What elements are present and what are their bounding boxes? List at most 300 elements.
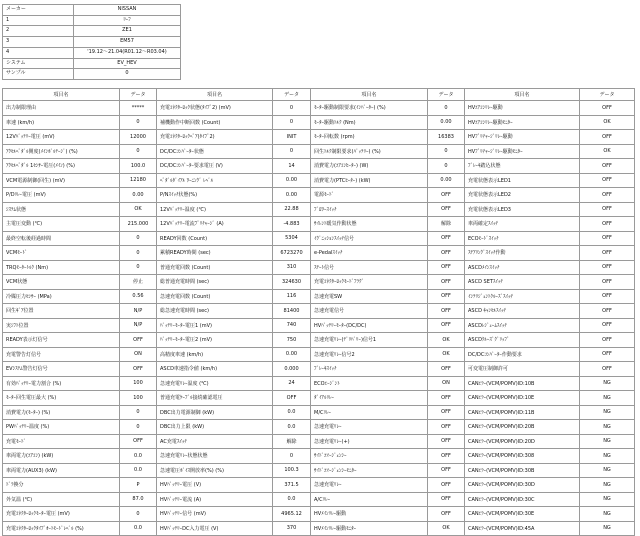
item-value-cell: OFF — [428, 362, 465, 377]
item-name-cell: 消費電力(PTCﾋｰﾀｰ) (kW) — [311, 173, 428, 188]
item-name-cell: 回生ｷﾞｱ位置 — [3, 304, 120, 319]
item-name-cell: ﾓｰﾀｰ回転数 (rpm) — [311, 130, 428, 145]
item-name-cell: 充電ｺﾈｸﾀｰﾛｯｸﾀｲﾌﾟｵｰﾄﾓｰﾄﾞﾚﾍﾞﾙ (%) — [3, 521, 120, 536]
item-value-cell: 5304 — [273, 231, 311, 246]
item-value-cell: 22.88 — [273, 202, 311, 217]
item-name-cell: ﾓｰﾀｰ駆動ﾄﾙｸ (Nm) — [311, 115, 428, 130]
item-name-cell: 充電ｺﾈｸﾀｰﾛｯｸﾓｰﾀｰ電圧 (mV) — [3, 507, 120, 522]
item-name-cell: VCM状態 — [3, 275, 120, 290]
item-name-cell: 12Vﾊﾞｯﾃﾘｰ電流ﾌﾟﾘﾁｬｰｼﾞ (A) — [157, 217, 273, 232]
item-name-cell: 有効ﾊﾞｯﾃﾘｰ電力割合 (%) — [3, 376, 120, 391]
item-name-cell: 冷媒圧力ｾﾝｻｰ (MPa) — [3, 289, 120, 304]
item-name-cell: HVｴｱｺﾝﾘﾚｰ駆動ﾓﾆﾀｰ — [465, 115, 580, 130]
item-name-cell: 充電ﾓｰﾄﾞ — [3, 434, 120, 449]
item-value-cell: OFF — [580, 159, 635, 174]
item-value-cell: 0.0 — [120, 521, 157, 536]
item-value-cell: 310 — [273, 260, 311, 275]
item-name-cell: CANｴﾗｰ(VCM/POMV)ID:30B — [465, 463, 580, 478]
column-header: 項目名 — [3, 89, 120, 101]
item-value-cell: 0.00 — [428, 115, 465, 130]
item-value-cell: 100.3 — [273, 463, 311, 478]
item-value-cell: 116 — [273, 289, 311, 304]
item-value-cell: 370 — [273, 521, 311, 536]
item-name-cell: 可変電圧制御許可 — [465, 362, 580, 377]
table-row — [3, 492, 635, 507]
item-value-cell: 0 — [120, 507, 157, 522]
item-name-cell: 充電状態表示LED2 — [465, 188, 580, 203]
item-name-cell: ﾌﾞﾛﾜｰｽｲｯﾁ — [311, 202, 428, 217]
item-value-cell: OFF — [428, 492, 465, 507]
item-name-cell: ｼｽﾃﾑ状態 — [3, 202, 120, 217]
table-row — [3, 507, 635, 522]
item-value-cell: 0.000 — [273, 362, 311, 377]
item-name-cell: 12Vﾊﾞｯﾃﾘｰ電圧 (mV) — [3, 130, 120, 145]
info-key: 1 — [3, 15, 74, 26]
item-name-cell: 実ｼﾌﾄ位置 — [3, 318, 120, 333]
item-name-cell: ASCDｸﾙｰｽﾞｸﾞﾘｯﾌﾟ — [465, 333, 580, 348]
item-name-cell: HVﾒｲﾝﾘﾚｰ駆動ﾓﾆﾀｰ — [311, 521, 428, 536]
item-value-cell: OFF — [580, 173, 635, 188]
item-name-cell: CANｴﾗｰ(VCM/POMV)ID:30E — [465, 507, 580, 522]
column-header: データ — [580, 89, 635, 101]
table-row — [3, 420, 635, 435]
info-value: NISSAN — [74, 5, 181, 16]
info-key: システム — [3, 58, 74, 69]
item-name-cell: 消費電力(ｴｱｺﾝﾋｰﾀｰ) (W) — [311, 159, 428, 174]
item-value-cell: OFF — [580, 202, 635, 217]
item-value-cell: 215.000 — [120, 217, 157, 232]
item-value-cell: OFF — [428, 304, 465, 319]
item-name-cell: READY回数 (Count) — [157, 231, 273, 246]
item-name-cell: 充電ｺﾈｸﾀｰﾛｯｸﾓｰﾄﾞﾌﾗｸﾞ — [311, 275, 428, 290]
item-value-cell: ON — [428, 376, 465, 391]
item-name-cell: ｻｲﾄﾞｴﾏｰｼﾞｪﾝｼｰ — [311, 449, 428, 464]
item-value-cell: OFF — [428, 202, 465, 217]
table-row — [3, 347, 635, 362]
item-name-cell: ﾍﾟﾀﾞﾙﾀﾞｲｱﾙ ﾜｰﾆﾝｸﾞ ﾚﾍﾞﾙ — [157, 173, 273, 188]
item-value-cell: OFF — [273, 391, 311, 406]
item-value-cell: 0.00 — [120, 188, 157, 203]
item-name-cell: 出力制限理由 — [3, 101, 120, 116]
item-name-cell: ASCDﾒｲﾝｽｲｯﾁ — [465, 260, 580, 275]
info-key: 4 — [3, 47, 74, 58]
item-name-cell: DBC出力上限 (kW) — [157, 420, 273, 435]
table-row — [3, 289, 635, 304]
item-value-cell: 0 — [428, 159, 465, 174]
table-header — [3, 89, 635, 101]
item-value-cell: 0 — [120, 144, 157, 159]
item-value-cell: OFF — [428, 188, 465, 203]
item-name-cell: HVﾊﾞｯﾃﾘｰ電圧 (V) — [157, 478, 273, 493]
table-row — [3, 101, 635, 116]
item-name-cell: e-Pedalｽｲｯﾁ — [311, 246, 428, 261]
item-name-cell: 充電ｺﾈｸﾀｰﾛｯｸﾍﾟｱ(ﾀｲﾌﾟ2) — [157, 130, 273, 145]
item-value-cell: 6723270 — [273, 246, 311, 261]
table-row — [3, 130, 635, 145]
info-row — [3, 47, 181, 58]
item-value-cell: 16383 — [428, 130, 465, 145]
table-row — [3, 217, 635, 232]
info-key: 3 — [3, 37, 74, 48]
item-name-cell: VCM電源制御(回生) (mV) — [3, 173, 120, 188]
item-name-cell: ﾄﾞﾗ換分 — [3, 478, 120, 493]
item-value-cell: 0 — [273, 101, 311, 116]
item-name-cell: HVｴｱｺﾝﾘﾚｰ駆動 — [465, 101, 580, 116]
item-name-cell: CANｴﾗｰ(VCM/POMV)ID:10E — [465, 391, 580, 406]
item-value-cell: OFF — [580, 333, 635, 348]
item-name-cell: 回生ﾄﾙｸ制限要求(ﾊﾞｯﾃﾘｰ) (%) — [311, 144, 428, 159]
item-name-cell: 総急速充電時間 (sec) — [157, 304, 273, 319]
item-value-cell: 停止 — [120, 275, 157, 290]
table-row — [3, 202, 635, 217]
item-name-cell: CANｴﾗｰ(VCM/POMV)ID:308 — [465, 449, 580, 464]
item-name-cell: ﾓｰﾀｰ回生電圧最大 (%) — [3, 391, 120, 406]
item-name-cell: ASCD SETｽｲｯﾁ — [465, 275, 580, 290]
item-value-cell: NG — [580, 463, 635, 478]
item-name-cell: 車速 (km/h) — [3, 115, 120, 130]
item-name-cell: 車両電力(AUX3) (kW) — [3, 463, 120, 478]
item-name-cell: HVﾊﾞｯﾃﾘｰDC入力電圧 (V) — [157, 521, 273, 536]
info-value: EV_HEV — [74, 58, 181, 69]
item-name-cell: ｱｸｾﾙﾍﾟﾀﾞﾙ 1ｾﾝｻｰ電圧(ﾒｲﾝ) (%) — [3, 159, 120, 174]
item-name-cell: CANｴﾗｰ(VCM/POMV)ID:10B — [465, 376, 580, 391]
item-name-cell: ﾌﾞﾚｰｷｽｲｯﾁ — [311, 362, 428, 377]
item-name-cell: 高精度車速 (km/h) — [157, 347, 273, 362]
item-value-cell: 0.0 — [273, 492, 311, 507]
item-value-cell: OFF — [428, 275, 465, 290]
table-row — [3, 144, 635, 159]
item-name-cell: ASCDﾚｼﾞｭｰﾑｽｲｯﾁ — [465, 318, 580, 333]
item-value-cell: OK — [428, 521, 465, 536]
item-value-cell: 14 — [273, 159, 311, 174]
item-name-cell: READY表示灯信号 — [3, 333, 120, 348]
item-name-cell: P/Dﾘﾚｰ電圧 (mV) — [3, 188, 120, 203]
item-name-cell: ｱｸｾﾙﾍﾟﾀﾞﾙ開度(ﾒｲﾝﾎﾞﾙﾃｰｼﾞ) (%) — [3, 144, 120, 159]
item-value-cell: OFF — [428, 289, 465, 304]
item-value-cell: 81400 — [273, 304, 311, 319]
item-value-cell: OFF — [428, 231, 465, 246]
item-value-cell: NG — [580, 521, 635, 536]
table-row — [3, 521, 635, 536]
item-value-cell: OFF — [580, 362, 635, 377]
info-value: ﾘｰﾌ — [74, 15, 181, 26]
info-row — [3, 26, 181, 37]
item-value-cell: ***** — [120, 101, 157, 116]
item-name-cell: EVｼｽﾃﾑ警告灯信号 — [3, 362, 120, 377]
item-value-cell: ON — [120, 347, 157, 362]
item-name-cell: ﾊﾞｯﾃﾘｰﾓｰﾀｰ電圧1 (mV) — [157, 318, 273, 333]
item-value-cell: NG — [580, 449, 635, 464]
item-name-cell: 消費電力(ﾓｰﾀｰ) (%) — [3, 405, 120, 420]
item-value-cell: 0.00 — [428, 173, 465, 188]
item-name-cell: 急速充電ﾘﾚｰ — [311, 420, 428, 435]
item-name-cell: 急速充電ﾘﾚｰ(+) — [311, 434, 428, 449]
item-value-cell: N/P — [120, 318, 157, 333]
item-name-cell: DBC出力電源制御 (kW) — [157, 405, 273, 420]
info-value: ZE1 — [74, 26, 181, 37]
item-name-cell: 充電状態表示LED1 — [465, 173, 580, 188]
item-value-cell: 12180 — [120, 173, 157, 188]
table-row — [3, 260, 635, 275]
table-row — [3, 275, 635, 290]
item-name-cell: HVﾌﾟﾘﾁｬｰｼﾞﾘﾚｰ駆動 — [465, 130, 580, 145]
item-value-cell: 100 — [120, 391, 157, 406]
table-row — [3, 246, 635, 261]
item-name-cell: 急速充電信号 — [311, 304, 428, 319]
table-row — [3, 362, 635, 377]
item-value-cell: OFF — [580, 231, 635, 246]
table-row — [3, 188, 635, 203]
item-name-cell: ｲｸﾞﾆｯｼｮﾝｽｲｯﾁ信号 — [311, 231, 428, 246]
item-name-cell: DC/DCｺﾝﾊﾞｰﾀｰ状態 — [157, 144, 273, 159]
item-value-cell: 0.0 — [273, 420, 311, 435]
item-name-cell: HVﾌﾟﾘﾁｬｰｼﾞﾘﾚｰ駆動ﾓﾆﾀｰ — [465, 144, 580, 159]
item-value-cell: OFF — [120, 333, 157, 348]
vehicle-info-table — [2, 4, 181, 80]
item-value-cell: 750 — [273, 333, 311, 348]
item-value-cell: OFF — [120, 362, 157, 377]
item-value-cell: OFF — [120, 434, 157, 449]
item-name-cell: 累積READY時間 (sec) — [157, 246, 273, 261]
table-row — [3, 449, 635, 464]
data-monitor-table — [2, 88, 635, 536]
info-key: 2 — [3, 26, 74, 37]
info-row — [3, 15, 181, 26]
item-name-cell: 最終空転後経過時間 — [3, 231, 120, 246]
item-value-cell: NG — [580, 478, 635, 493]
item-value-cell: OFF — [580, 217, 635, 232]
table-row — [3, 115, 635, 130]
item-value-cell: 0 — [120, 246, 157, 261]
column-header: 項目名 — [311, 89, 428, 101]
item-value-cell: 0 — [120, 231, 157, 246]
item-value-cell: OK — [580, 115, 635, 130]
item-name-cell: 急速充電SW — [311, 289, 428, 304]
item-value-cell: INIT — [273, 130, 311, 145]
item-name-cell: HVﾒｲﾝﾘﾚｰ駆動 — [311, 507, 428, 522]
item-name-cell: ASCD ｷｬﾝｾﾙｽｲｯﾁ — [465, 304, 580, 319]
item-value-cell: 0 — [120, 405, 157, 420]
item-value-cell: -4.883 — [273, 217, 311, 232]
item-name-cell: ﾊﾞｯﾃﾘｰﾓｰﾀｰ電圧2 (mV) — [157, 333, 273, 348]
item-name-cell: 急速電圧ﾎﾞｲｽ開放率(%) (%) — [157, 463, 273, 478]
item-name-cell: CANｴﾗｰ(VCM/POMV)ID:30D — [465, 478, 580, 493]
item-value-cell: NG — [580, 492, 635, 507]
info-row — [3, 69, 181, 80]
item-value-cell: 0.0 — [273, 405, 311, 420]
item-value-cell: OFF — [428, 449, 465, 464]
item-value-cell: 0.0 — [120, 449, 157, 464]
item-value-cell: 371.5 — [273, 478, 311, 493]
table-row — [3, 304, 635, 319]
table-row — [3, 159, 635, 174]
item-value-cell: 0 — [273, 115, 311, 130]
item-name-cell: 補機動作中断回数 (Count) — [157, 115, 273, 130]
item-value-cell: 0 — [120, 260, 157, 275]
item-name-cell: HVﾊﾞｯﾃﾘｰﾓｰﾀｰ(DC/DC) — [311, 318, 428, 333]
item-name-cell: ｲﾝﾃﾘｼﾞｪﾝﾄｸﾙｰｽﾞｽｲｯﾁ — [465, 289, 580, 304]
item-value-cell: 0.00 — [273, 173, 311, 188]
item-name-cell: ECOﾓｰﾄﾞｽｲｯﾁ — [465, 231, 580, 246]
item-value-cell: 0.00 — [273, 188, 311, 203]
table-row — [3, 391, 635, 406]
item-value-cell: NG — [580, 434, 635, 449]
item-name-cell: 充電警告灯信号 — [3, 347, 120, 362]
info-value: 0 — [74, 69, 181, 80]
column-header: データ — [273, 89, 311, 101]
item-value-cell: OFF — [428, 405, 465, 420]
item-value-cell: 87.0 — [120, 492, 157, 507]
table-row — [3, 405, 635, 420]
item-value-cell: OFF — [580, 289, 635, 304]
item-name-cell: 急速充電ﾘﾚｰ状態状態 — [157, 449, 273, 464]
item-value-cell: OFF — [580, 188, 635, 203]
item-name-cell: VCMﾓｰﾄﾞ — [3, 246, 120, 261]
item-value-cell: 100 — [120, 376, 157, 391]
item-value-cell: 0.56 — [120, 289, 157, 304]
item-value-cell: 0 — [120, 420, 157, 435]
item-value-cell: 100.0 — [120, 159, 157, 174]
column-header: 項目名 — [157, 89, 273, 101]
table-row — [3, 463, 635, 478]
item-name-cell: CANｴﾗｰ(VCM/POMV)ID:20B — [465, 420, 580, 435]
item-value-cell: 0 — [428, 144, 465, 159]
column-header: 項目名 — [465, 89, 580, 101]
item-name-cell: CANｴﾗｰ(VCM/POMV)ID:30C — [465, 492, 580, 507]
item-value-cell: OK — [120, 202, 157, 217]
item-name-cell: TRQﾓｰﾀｰﾄﾙｸ (Nm) — [3, 260, 120, 275]
item-name-cell: P/Nｽｲｯﾁ状態(%) — [157, 188, 273, 203]
table-row — [3, 318, 635, 333]
item-value-cell: N/P — [120, 304, 157, 319]
item-value-cell: 0 — [273, 449, 311, 464]
item-name-cell: ｻｲﾚﾝﾄ暖気作動状態 — [311, 217, 428, 232]
table-row — [3, 173, 635, 188]
item-name-cell: ｽﾃｱﾘﾝｸﾞｽｲｯﾁ作動 — [465, 246, 580, 261]
item-name-cell: 普通充電ｹｰﾌﾞﾙ接続確認電圧 — [157, 391, 273, 406]
item-value-cell: 解除 — [428, 217, 465, 232]
item-name-cell: 外気温 (℃) — [3, 492, 120, 507]
item-value-cell: 解除 — [273, 434, 311, 449]
item-value-cell: OFF — [580, 101, 635, 116]
item-name-cell: 主電圧変動 (℃) — [3, 217, 120, 232]
item-value-cell: OFF — [580, 347, 635, 362]
item-value-cell: OK — [580, 144, 635, 159]
item-name-cell: DC/DCｺﾝﾊﾞｰﾀｰ要求電圧 (V) — [157, 159, 273, 174]
item-value-cell: 0.00 — [273, 347, 311, 362]
info-row — [3, 5, 181, 16]
item-name-cell: ECOｴｰｼﾞﾝﾄ — [311, 376, 428, 391]
item-name-cell: DC/DCｺﾝﾊﾞｰﾀｰ作動要求 — [465, 347, 580, 362]
item-value-cell: OFF — [428, 391, 465, 406]
item-value-cell: OFF — [428, 318, 465, 333]
info-row — [3, 37, 181, 48]
info-value: '19.12～21.04(R01.12～R03.04) — [74, 47, 181, 58]
info-key: サンプル — [3, 69, 74, 80]
item-value-cell: OFF — [428, 507, 465, 522]
item-value-cell: 0 — [428, 101, 465, 116]
item-value-cell: 4965.12 — [273, 507, 311, 522]
item-value-cell: OFF — [580, 260, 635, 275]
table-row — [3, 333, 635, 348]
item-name-cell: 急速充電ﾘﾚｰ — [311, 478, 428, 493]
item-value-cell: OFF — [428, 478, 465, 493]
item-name-cell: AC充電ｽｲｯﾁ — [157, 434, 273, 449]
item-name-cell: 12Vﾊﾞｯﾃﾘｰ温度 (℃) — [157, 202, 273, 217]
item-name-cell: ｽﾃｰﾄ信号 — [311, 260, 428, 275]
item-value-cell: OFF — [428, 420, 465, 435]
item-value-cell: NG — [580, 391, 635, 406]
item-name-cell: HVﾊﾞｯﾃﾘｰ信号 (mV) — [157, 507, 273, 522]
item-name-cell: ﾀﾞｲｱﾙﾘﾚｰ — [311, 391, 428, 406]
item-value-cell: OFF — [428, 463, 465, 478]
item-value-cell: 0 — [120, 115, 157, 130]
table-row — [3, 376, 635, 391]
item-name-cell: 急速充電ﾘﾚｰ信号2 — [311, 347, 428, 362]
item-name-cell: ﾓｰﾀｰ駆動制限要求(ｲﾝﾊﾞｰﾀｰ) (%) — [311, 101, 428, 116]
item-name-cell: PWﾊﾞｯﾃﾘｰ温度 (%) — [3, 420, 120, 435]
item-value-cell: OFF — [580, 318, 635, 333]
item-value-cell: P — [120, 478, 157, 493]
item-name-cell: 車両電力(ｴｱｺﾝ) (kW) — [3, 449, 120, 464]
item-name-cell: 急速充電ﾘﾚｰ温度 (℃) — [157, 376, 273, 391]
item-name-cell: HVﾊﾞｯﾃﾘｰ電流 (A) — [157, 492, 273, 507]
item-value-cell: OFF — [428, 260, 465, 275]
item-value-cell: OFF — [580, 130, 635, 145]
item-value-cell: OK — [428, 333, 465, 348]
item-value-cell: OFF — [580, 275, 635, 290]
column-header: データ — [428, 89, 465, 101]
item-name-cell: CANｴﾗｰ(VCM/POMV)ID:45A — [465, 521, 580, 536]
column-header: データ — [120, 89, 157, 101]
info-key: メーカー — [3, 5, 74, 16]
item-name-cell: 急速充電回数 (Count) — [157, 289, 273, 304]
item-name-cell: M/Cﾘﾚｰ — [311, 405, 428, 420]
item-value-cell: 12000 — [120, 130, 157, 145]
item-value-cell: OFF — [580, 304, 635, 319]
item-name-cell: 普通充電回数 (Count) — [157, 260, 273, 275]
table-row — [3, 434, 635, 449]
item-value-cell: OFF — [428, 246, 465, 261]
item-name-cell: CANｴﾗｰ(VCM/POMV)ID:11B — [465, 405, 580, 420]
item-value-cell: 0.0 — [120, 463, 157, 478]
info-row — [3, 58, 181, 69]
item-value-cell: 0 — [273, 144, 311, 159]
item-name-cell: 車両確定ｽｲｯﾁ — [465, 217, 580, 232]
item-value-cell: 324630 — [273, 275, 311, 290]
item-value-cell: NG — [580, 420, 635, 435]
item-name-cell: CANｴﾗｰ(VCM/POMV)ID:20D — [465, 434, 580, 449]
item-name-cell: 電源ﾓｰﾄﾞ — [311, 188, 428, 203]
item-value-cell: NG — [580, 405, 635, 420]
item-value-cell: NG — [580, 507, 635, 522]
item-value-cell: 740 — [273, 318, 311, 333]
item-name-cell: 総普通充電時間 (sec) — [157, 275, 273, 290]
info-value: EM57 — [74, 37, 181, 48]
item-name-cell: ｻｲﾄﾞｴﾏｰｼﾞｪﾝｼｰﾓﾆﾀｰ — [311, 463, 428, 478]
item-value-cell: OFF — [428, 434, 465, 449]
item-name-cell: ASCD車速指令値 (km/h) — [157, 362, 273, 377]
item-value-cell: NG — [580, 376, 635, 391]
item-name-cell: 充電状態表示LED3 — [465, 202, 580, 217]
item-value-cell: OFF — [580, 246, 635, 261]
item-name-cell: A/Cﾘﾚｰ — [311, 492, 428, 507]
item-name-cell: 充電ｺﾈｸﾀｰﾛｯｸ状態(ﾀｲﾌﾟ2) (mV) — [157, 101, 273, 116]
item-name-cell: 急速充電ﾘﾚｰ(ﾃﾞﾘﾊﾞﾘｰ)信号1 — [311, 333, 428, 348]
item-name-cell: ﾌﾞﾚｰｷ踏込状態 — [465, 159, 580, 174]
table-row — [3, 231, 635, 246]
item-value-cell: OK — [428, 347, 465, 362]
